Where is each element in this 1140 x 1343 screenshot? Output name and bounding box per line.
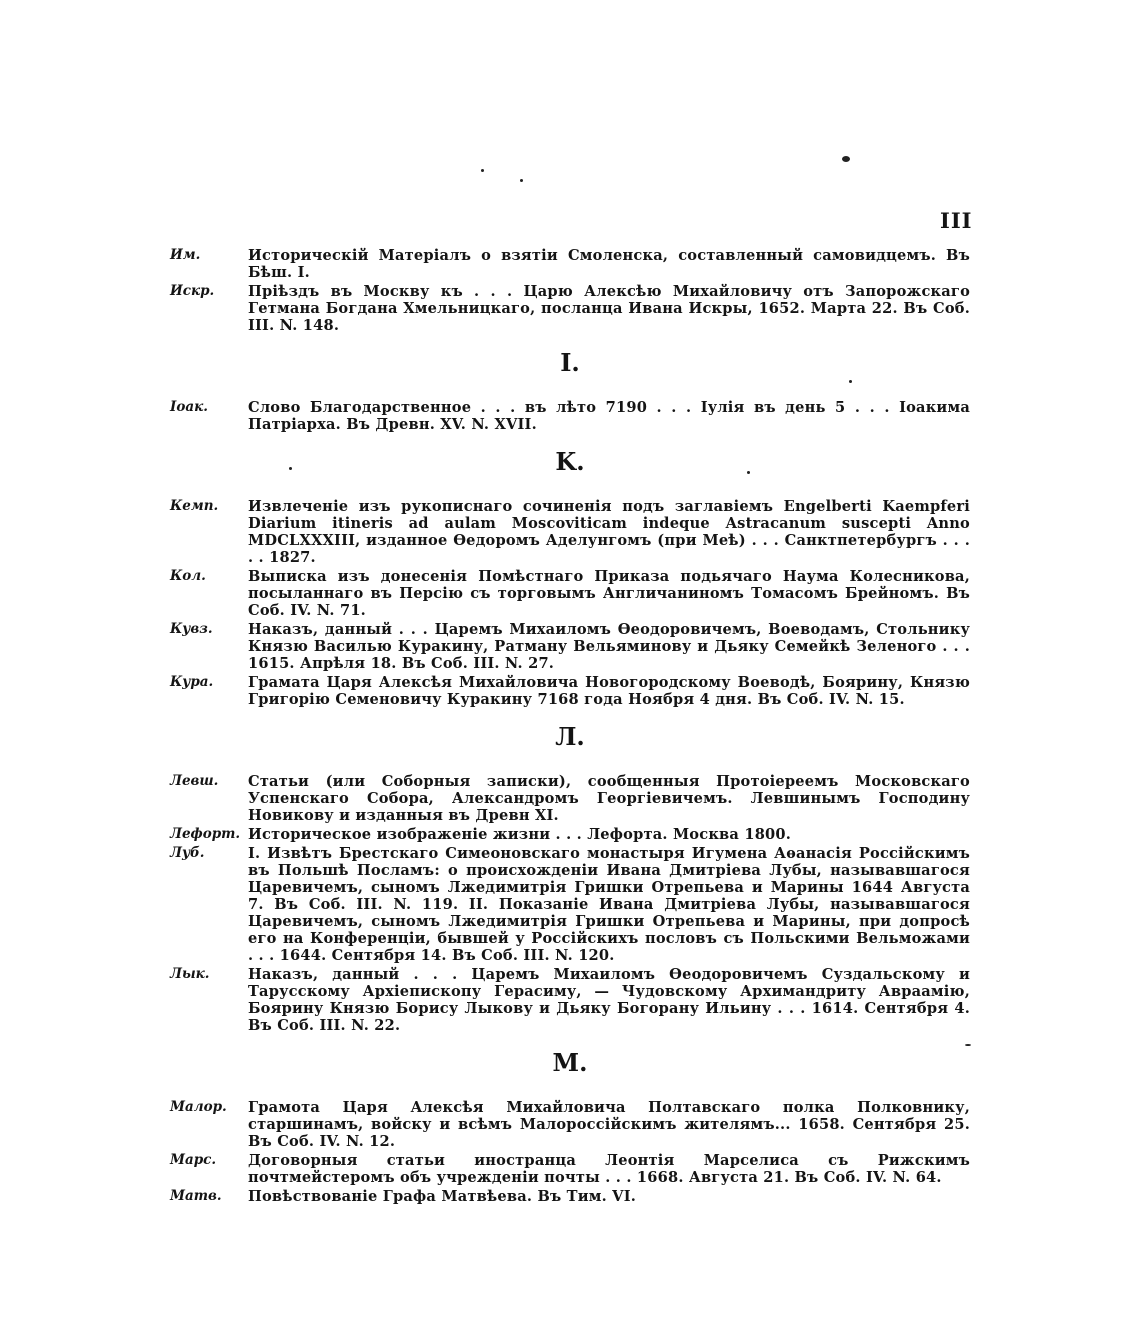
entry-description: Грамота Царя Алексѣя Михайловича Полтавскаго полка Полковнику, старшинамъ, войску и всѣмъ Малороссійскимъ жителямъ... 1658. Сентября 25. Въ Соб. IV. N. 12. bbox=[248, 1099, 970, 1150]
scan-speck bbox=[289, 467, 292, 470]
index-entry bbox=[170, 966, 970, 1034]
entry-description: Договорныя статьи иностранца Леонтія Марселиса съ Рижскимъ почтмейстеромъ объ учрежденіи почты . . . 1668. Августа 21. Въ Соб. IV. N. 64. bbox=[248, 1152, 970, 1186]
entry-abbreviation: Кемп. bbox=[170, 498, 219, 514]
entry-description: Слово Благодарственное . . . въ лѣто 7190 . . . Іулія въ день 5 . . . Іоакима Патріарха. Въ Древн. XV. N. XVII. bbox=[248, 399, 970, 433]
entry-description: Пріѣздъ въ Москву къ . . . Царю Алексѣю Михайловичу отъ Запорожскаго Гетмана Богдана Хмельницкаго, посланца Ивана Искры, 1652. Марта 22. Въ Соб. III. N. 148. bbox=[248, 283, 970, 334]
entry-description: Наказъ, данный . . . Царемъ Михаиломъ Ѳеодоровичемъ Суздальскому и Тарусскому Архіепископу Герасиму, — Чудовскому Архимандриту Авраамію, Боярину Князю Борису Лыкову и Дьяку Богорану Ильину . . . 1614. Сентября 4. Въ Соб. III. N. 22. bbox=[248, 966, 970, 1034]
section-letter: M. bbox=[552, 1048, 588, 1077]
entry-abbreviation: Кол. bbox=[170, 568, 206, 584]
index-entry bbox=[170, 826, 970, 843]
entry-description: Историческій Матеріалъ о взятіи Смоленска, составленный самовидцемъ. Въ Бѣш. I. bbox=[248, 247, 970, 281]
entry-abbreviation: Луб. bbox=[170, 845, 205, 861]
entry-description: Грамата Царя Алексѣя Михайловича Новогородскому Воеводѣ, Боярину, Князю Григорію Семеновичу Куракину 7168 года Ноября 4 дня. Въ Соб. IV. N. 15. bbox=[248, 674, 970, 708]
entry-abbreviation: Кувз. bbox=[170, 621, 213, 637]
index-entry bbox=[170, 845, 970, 964]
index-entry bbox=[170, 1099, 970, 1150]
entry-abbreviation: Лефорт. bbox=[170, 826, 241, 842]
index-entry bbox=[170, 1152, 970, 1186]
page-number: III bbox=[940, 208, 973, 233]
entry-description: Статьи (или Соборныя записки), сообщенныя Протоіереемъ Московскаго Успенскаго Собора, Александромъ Георгіевичемъ. Левшинымъ Господину Новикову и изданныя въ Древн XI. bbox=[248, 773, 970, 824]
entry-abbreviation: Кура. bbox=[170, 674, 214, 690]
section-letter: K. bbox=[555, 447, 585, 476]
index-content bbox=[170, 247, 970, 1207]
entry-abbreviation: Марс. bbox=[170, 1152, 217, 1168]
index-entry bbox=[170, 621, 970, 672]
scan-speck bbox=[747, 471, 750, 474]
index-entry bbox=[170, 399, 970, 433]
entry-abbreviation: Им. bbox=[170, 247, 201, 263]
index-entry bbox=[170, 498, 970, 566]
scan-speck bbox=[481, 169, 484, 172]
entry-abbreviation: Іоак. bbox=[170, 399, 208, 415]
entry-abbreviation: Лык. bbox=[170, 966, 210, 982]
scan-speck bbox=[849, 380, 852, 383]
scan-speck bbox=[520, 179, 523, 182]
index-entry bbox=[170, 674, 970, 708]
index-entry bbox=[170, 1188, 970, 1205]
section-letter: Л. bbox=[555, 722, 585, 751]
entry-abbreviation: Искр. bbox=[170, 283, 215, 299]
index-entry bbox=[170, 283, 970, 334]
entry-description: I. Извѣтъ Брестскаго Симеоновскаго монастыря Игумена Аѳанасія Россійскимъ въ Польшѣ Посламъ: о происхожденіи Ивана Дмитріева Лубы, называвшагося Царевичемъ, сыномъ Лжедимитрія Гришки Отрепьева и Марины 1644 Августа 7. Въ Соб. III. N. 119. II. Показаніе Ивана Дмитріева Лубы, называвшагося Царевичемъ, сыномъ Лжедимитрія Гришки Отрепьева и Марины, при допросѣ его на Конференціи, бывшей у Россійскихъ пословъ съ Польскими Вельможами . . . 1644. Сентября 14. Въ Соб. III. N. 120. bbox=[248, 845, 970, 964]
index-entry bbox=[170, 247, 970, 281]
entry-abbreviation: Матв. bbox=[170, 1188, 222, 1204]
entry-abbreviation: Левш. bbox=[170, 773, 219, 789]
index-entry bbox=[170, 773, 970, 824]
scan-speck bbox=[965, 1044, 971, 1046]
scan-speck bbox=[842, 156, 850, 162]
index-entry bbox=[170, 568, 970, 619]
entry-description: Наказъ, данный . . . Царемъ Михаиломъ Ѳеодоровичемъ, Воеводамъ, Стольнику Князю Василью Куракину, Ратману Вельяминову и Дьяку Семейкѣ Зеленого . . . 1615. Апрѣля 18. Въ Соб. III. N. 27. bbox=[248, 621, 970, 672]
entry-description: Историческое изображеніе жизни . . . Лефорта. Москва 1800. bbox=[248, 826, 792, 843]
section-letter: I. bbox=[560, 348, 580, 377]
entry-description: Повѣствованіе Графа Матвѣева. Въ Тим. VI. bbox=[248, 1188, 637, 1205]
entry-abbreviation: Малор. bbox=[170, 1099, 227, 1115]
entry-description: Выписка изъ донесенія Помѣстнаго Приказа подьячаго Наума Колесникова, посыланнаго въ Персію съ торговымъ Англичаниномъ Томасомъ Брейномъ. Въ Соб. IV. N. 71. bbox=[248, 568, 970, 619]
entry-description: Извлеченіе изъ рукописнаго сочиненія подъ заглавіемъ Engelberti Kaempferi Diarium itineris ad aulam Moscoviticam indeque Astracanum suscepti Anno MDCLXXXIII, изданное Ѳедоромъ Аделунгомъ (при Меѣ) . . . Санктпетербургъ . . . . . 1827. bbox=[248, 498, 970, 566]
